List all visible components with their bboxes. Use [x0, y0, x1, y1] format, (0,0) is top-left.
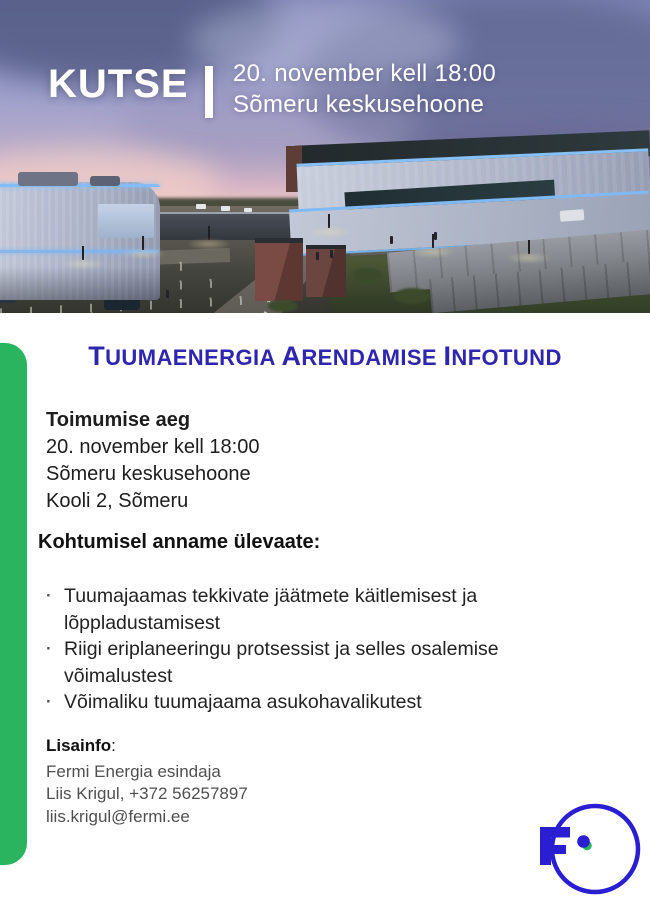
- event-details: [46, 407, 259, 515]
- hero-datetime: 20. november kell 18:00: [233, 60, 497, 87]
- bullet-icon: ·: [46, 586, 52, 605]
- visitor-building: [0, 182, 160, 300]
- event-address: Kooli 2, Sõmeru: [46, 490, 189, 512]
- rooftop-unit: [90, 176, 120, 186]
- hero-when-where: [233, 58, 496, 120]
- truck: [244, 208, 252, 212]
- divider-bar: [205, 66, 213, 118]
- invite-label: KUTSE: [48, 62, 189, 106]
- list-item: [46, 583, 586, 636]
- event-datetime: 20. november kell 18:00: [46, 436, 260, 458]
- truck: [196, 204, 206, 209]
- lamp-light: [506, 252, 552, 264]
- fermi-logo-icon: [538, 800, 648, 898]
- contact-org: Fermi Energia esindaja: [46, 761, 221, 781]
- lamp-light: [410, 246, 456, 258]
- person: [330, 250, 333, 258]
- bullet-icon: ·: [46, 692, 52, 711]
- person: [166, 290, 169, 298]
- bullet-icon: ·: [46, 639, 52, 658]
- accent-bar: [0, 343, 27, 865]
- lamp-light: [120, 248, 166, 260]
- contact-heading: [46, 735, 248, 758]
- hero-venue: Sõmeru keskusehoone: [233, 91, 485, 118]
- list-item: [46, 636, 586, 689]
- contact-heading-colon: :: [111, 736, 116, 755]
- list-item-text: Võimaliku tuumajaama asukohavalikutest: [64, 691, 422, 713]
- fermi-energia-logo: [538, 800, 648, 898]
- list-item: [46, 689, 586, 716]
- auxiliary-building: [255, 238, 303, 301]
- bush: [268, 300, 298, 312]
- warehouse-row: [158, 212, 310, 240]
- overview-heading: Kohtumisel anname ülevaate:: [38, 531, 321, 553]
- truck: [221, 206, 230, 211]
- lamp-light: [306, 226, 352, 238]
- rooftop-unit: [18, 172, 78, 186]
- truck: [560, 209, 585, 222]
- contact-person-phone: Liis Krigul, +372 56257897: [46, 784, 248, 803]
- auxiliary-building: [306, 245, 346, 297]
- person: [434, 232, 437, 240]
- contact-block: [46, 735, 248, 828]
- event-venue: Sõmeru keskusehoone: [46, 463, 251, 485]
- bush: [352, 268, 382, 282]
- lamp-light: [60, 258, 106, 270]
- facility-render: [0, 0, 650, 313]
- bush: [394, 288, 430, 304]
- person: [390, 236, 393, 244]
- contact-heading-label: Lisainfo: [46, 736, 112, 755]
- glass-facade: [98, 204, 154, 238]
- infotund-title: TUUMAENERGIA ARENDAMISE INFOTUND: [88, 341, 562, 371]
- person: [316, 252, 319, 260]
- lamp-light: [186, 238, 232, 250]
- event-heading: Toimumise aeg: [46, 409, 191, 431]
- contact-email: liis.krigul@fermi.ee: [46, 806, 190, 826]
- overview-list: [46, 583, 586, 716]
- list-item-text: Tuumajaamas tekkivate jäätmete käitlemisest ja lõppladustamisest: [64, 585, 478, 634]
- list-item-text: Riigi eriplaneeringu protsessist ja selles osalemise võimalustest: [64, 638, 499, 687]
